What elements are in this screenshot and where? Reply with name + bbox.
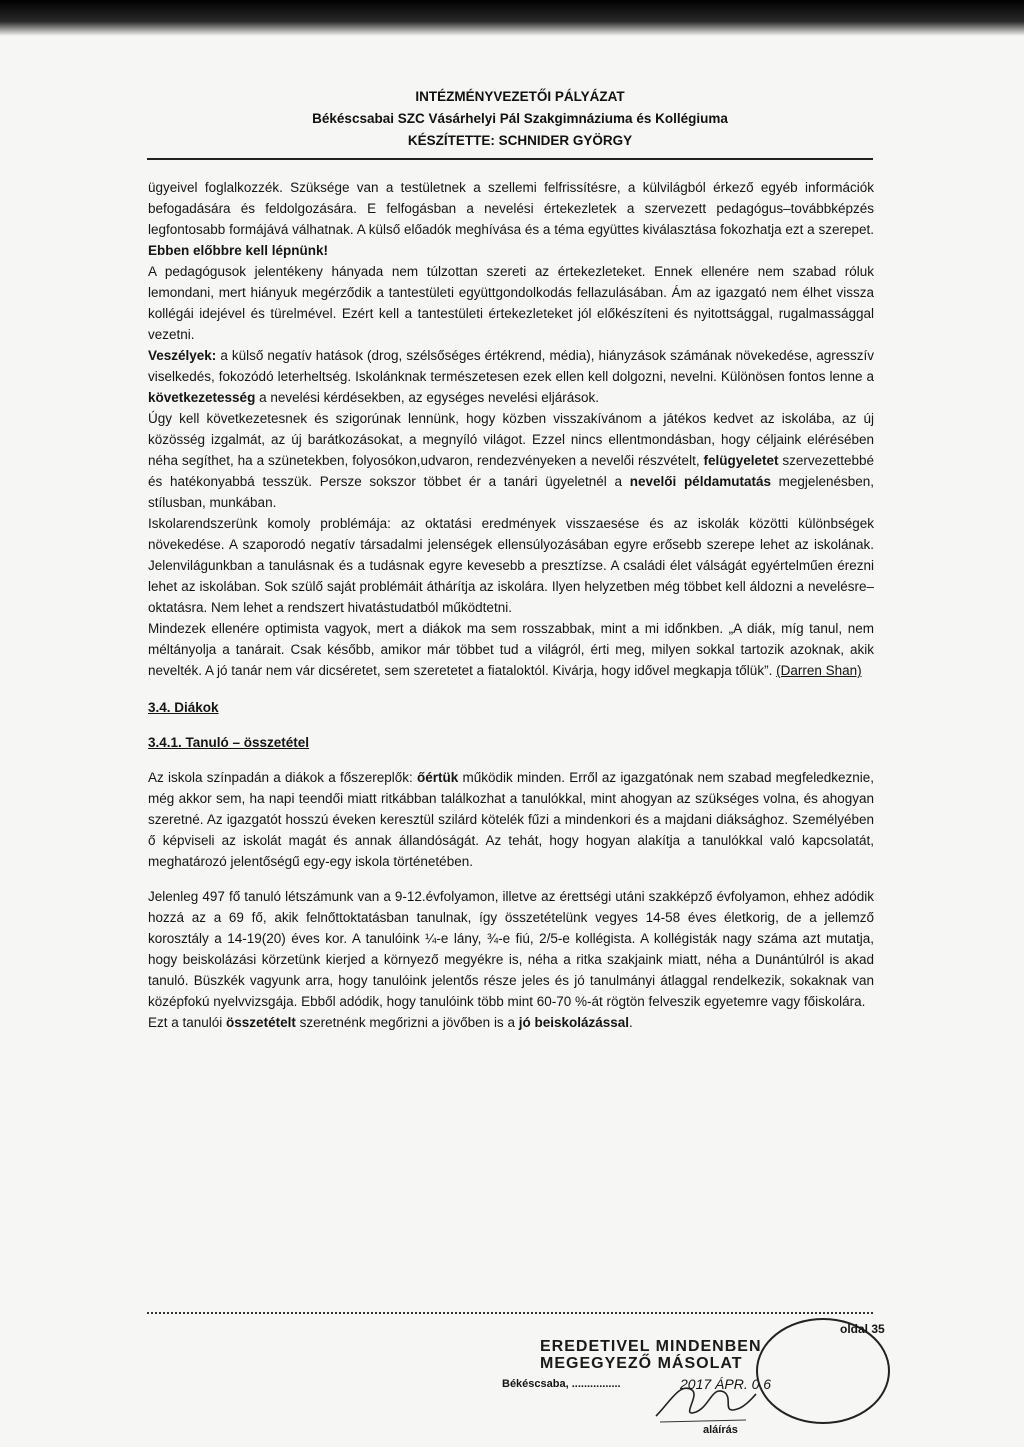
paragraph: Az iskola színpadán a diákok a főszereplők: őértük működik minden. Erről az igazgatónak nem szabad megfeledkeznie, még akkor sem, ha napi teendői miatt ritkábban találkozhat a tanulókkal, mint ahogyan az szükséges volna, és ahogyan szeretné. Az igazgatót hosszú éveken keresztül szilárd kötelék fűzi a mindenkori és a majdani diáksághoz. Személyében ő képviseli az iskolát magát és annak állandóságát. Az tehát, hogy hogyan alakítja a tanulókkal való kapcsolatát, meghatározó jelentőségű egy-egy iskola történetében.: [148, 770, 874, 869]
header-institution: Békéscsabai SZC Vásárhelyi Pál Szakgimnáziuma és Kollégiuma: [312, 111, 728, 126]
paragraph: Ezt a tanulói összetételt szeretnénk megőrizni a jövőben is a jó beiskolázással.: [148, 1015, 633, 1030]
paragraph: Mindezek ellenére optimista vagyok, mert a diákok ma sem rosszabbak, mint a mi időnkben. „A diák, míg tanul, nem méltányolja a tanárait. Csak később, amikor már többet tud a világról, érti meg, milyen sokkal tartozik azoknak, akik nevelték. A jó tanár nem vár dicséretet, sem szeretetet a fiataloktól. Kivárja, hogy idővel megkapja tőlük”. (Darren Shan): [148, 621, 874, 678]
document-body: [148, 177, 874, 1033]
page-header: [140, 86, 900, 152]
stamp-city: Békéscsaba, ................: [502, 1378, 621, 1390]
paragraph: Veszélyek: a külső negatív hatások (drog, szélsőséges értékrend, média), hiányzások számának növekedése, agresszív viselkedés, fokozódó leterheltség. Iskolánknak természetesen ezek ellen kell dolgozni, nevelni. Különösen fontos lenne a következetesség a nevelési kérdésekben, az egységes nevelési eljárások.: [148, 348, 874, 405]
header-title: INTÉZMÉNYVEZETŐI PÁLYÁZAT: [415, 89, 625, 104]
stamp-line-2: MEGEGYEZŐ MÁSOLAT: [540, 1355, 743, 1372]
header-rule: [147, 158, 873, 160]
certification-stamp: [540, 1338, 762, 1372]
subsection-heading: 3.4.1. Tanuló – összetétel: [148, 735, 310, 750]
stamp-line-1: EREDETIVEL MINDENBEN: [540, 1338, 762, 1355]
signature-icon: [650, 1372, 760, 1426]
paragraph: Úgy kell következetesnek és szigorúnak lennünk, hogy közben visszakívánom a játékos kedvet az iskolába, az új közösség izgalmát, az új barátkozásokat, a megnyíló világot. Ezzel nincs ellentmondásban, hogy céljaink elérésében néha segíthet, ha a szünetekben, folyosókon,udvaron, rendezvényeken a nevelői részvételt, felügyeletet szervezettebbé és hatékonyabbá tesszük. Persze sokszor többet ér a tanári ügyeletnél a nevelői példamutatás megjelenésben, stílusban, munkában.: [148, 411, 874, 510]
signature-label: aláírás: [703, 1424, 738, 1436]
stamp-date: 2017 ÁPR. 0 6: [680, 1376, 772, 1392]
page-number: oldal 35: [840, 1322, 885, 1336]
paragraph: ügyeivel foglalkozzék. Szüksége van a testületnek a szellemi felfrissítésre, a külvilágból érkező egyéb információk befogadására és feldolgozására. E felfogásban a nevelési értekezletek a szervezett pedagógus–továbbképzés legfontosabb formájává válhatnak. A külső előadók meghívása és a téma együttes kiválasztása fokozhatja ezt a szerepet. Ebben előbbre kell lépnünk!: [148, 180, 874, 258]
paragraph: Iskolarendszerünk komoly problémája: az oktatási eredmények visszaesése és az iskolák közötti különbségek növekedése. A szaporodó negatív társadalmi jelenségek ellensúlyozásában egyre erősebb szerepe lehet az iskolának. Jelenvilágunkban a tanulásnak és a tudásnak egyre kevesebb a presztízse. A családi élet válságát egyértelműen érezni lehet az iskolában. Sok szülő saját problémáit áthárítja az iskolára. Ilyen helyzetben még többet kell áldozni a nevelésre–oktatásra. Nem lehet a rendszert hivatástudatból működtetni.: [148, 516, 874, 615]
paragraph: A pedagógusok jelentékeny hányada nem túlzottan szereti az értekezleteket. Ennek ellenére nem szabad róluk lemondani, mert hiányuk megérződik a tantestületi együttgondolkodás fellazulásában. Ám az igazgató nem élhet vissza kollégái idejével és türelmével. Ezért kell a tantestületi értekezleteket jól előkészíteni és nyitottsággal, rugalmassággal vezetni.: [148, 264, 874, 342]
header-author: KÉSZÍTETTE: SCHNIDER GYÖRGY: [407, 133, 633, 148]
footer-rule: [147, 1312, 873, 1314]
section-heading: 3.4. Diákok: [148, 700, 219, 715]
paragraph: Jelenleg 497 fő tanuló létszámunk van a 9-12.évfolyamon, illetve az érettségi utáni szakképző évfolyamon, ehhez adódik hozzá az a 69 fő, akik felnőttoktatásban tanulnak, így összetételünk vegyes 14-58 éves életkorig, de a jellemző korosztály a 14-19(20) éves kor. A tanulóink ¼-e lány, ¾-e fiú, 2/5-e kollégista. A kollégisták nagy száma azt mutatja, hogy beiskolázási körzetünk kierjed a környező megyékre is, néha a ritka szakjaink miatt, néha a Dunántúlról is akad tanuló. Büszkék vagyunk arra, hogy tanulóink jelentős része jeles és jó tanulmányi átlaggal rendelkezik, sokaknak van középfokú nyelvvizsgája. Ebből adódik, hogy tanulóink több mint 60-70 %-át rögtön felveszik egyetemre vagy főiskolára.: [148, 889, 874, 1009]
